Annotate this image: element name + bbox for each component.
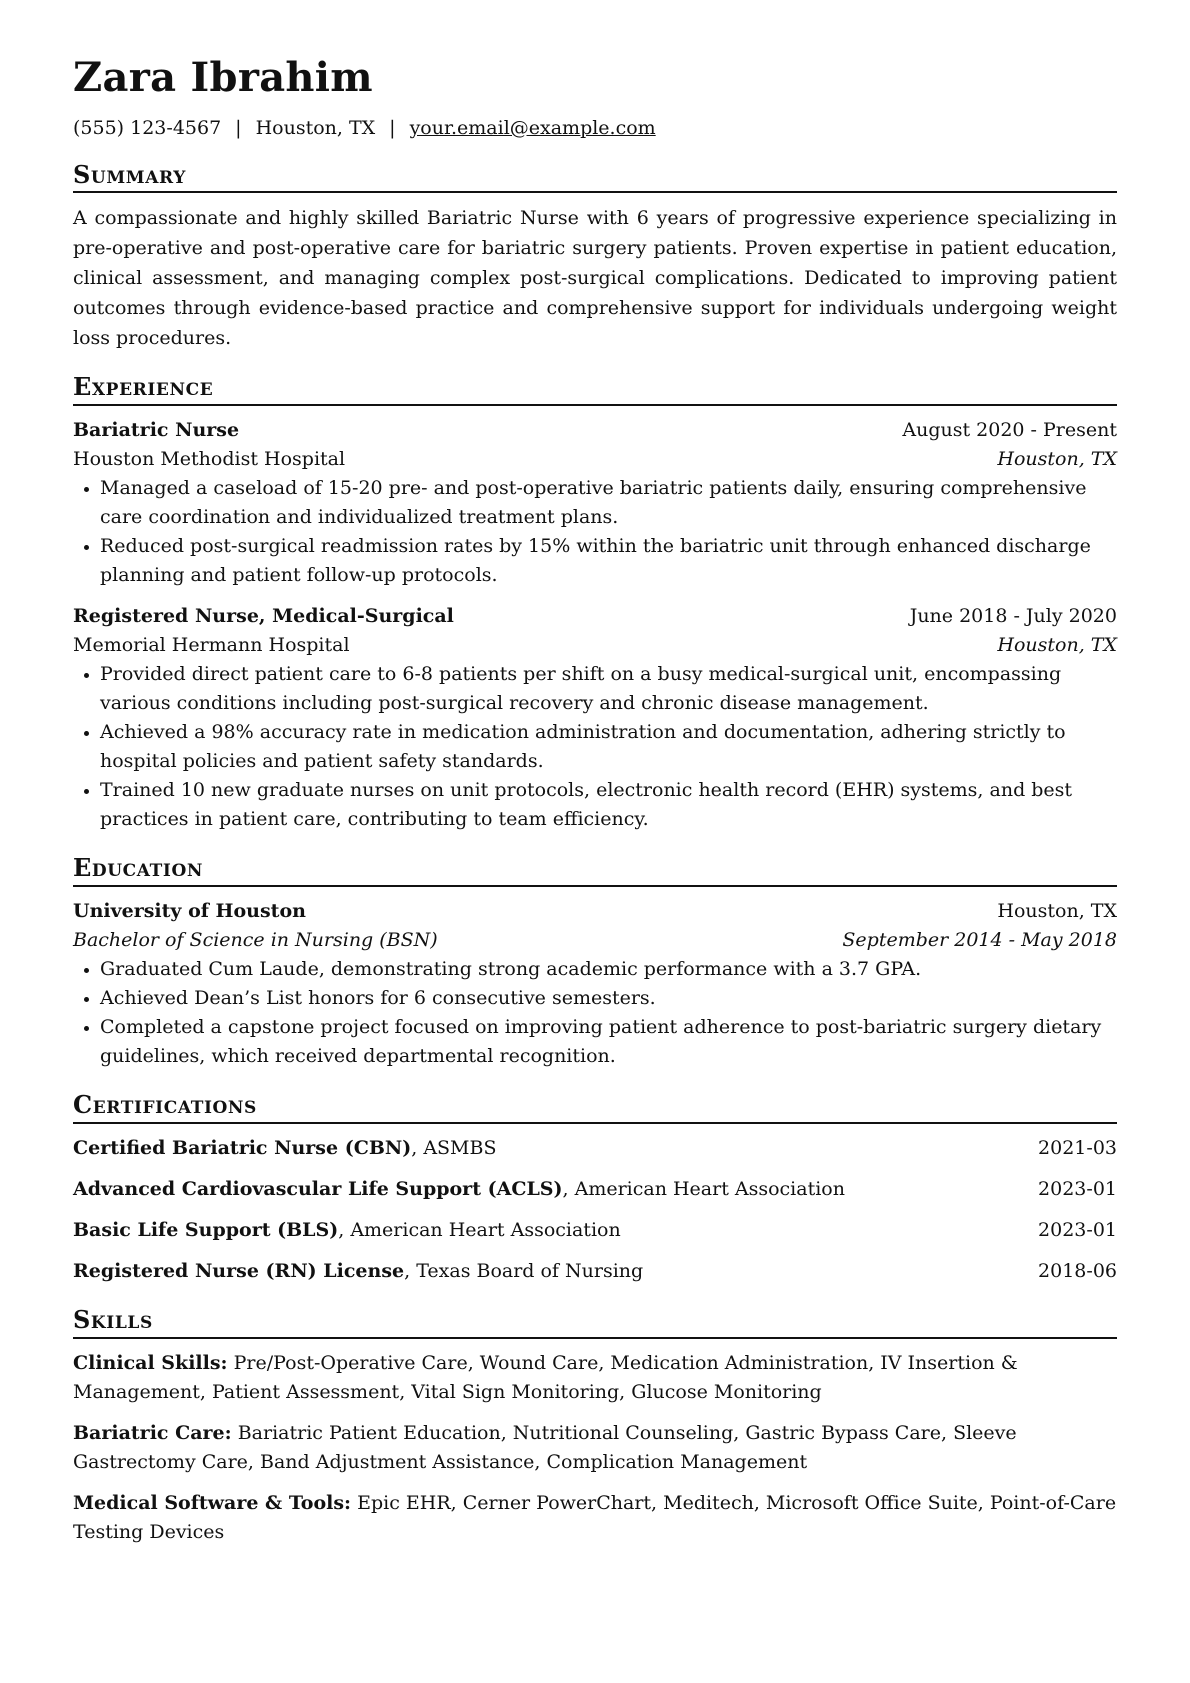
education-bullets (73, 955, 1117, 1071)
skill-label: Bariatric Care: (73, 1421, 232, 1444)
certification-issuer: , American Heart Association (562, 1177, 845, 1200)
certification-name: Registered Nurse (RN) License (73, 1259, 405, 1282)
skill-list: Epic EHR, Cerner PowerChart, Meditech, Microsoft Office Suite, Point-of-Care Testing Devices (73, 1491, 1117, 1543)
degree: Bachelor of Science in Nursing (BSN) (73, 929, 438, 952)
job-entry (73, 602, 1117, 834)
section-title-skills: Skills (73, 1306, 1117, 1339)
certification-row (73, 1257, 1117, 1286)
education-entry (73, 897, 1117, 1071)
job-header (73, 416, 1117, 445)
list-item: • Reduced post-surgical readmission rates by 15% within the bariatric unit through enhanced discharge planning and patient follow-up protocols. (100, 532, 1117, 590)
candidate-name: Zara Ibrahim (73, 54, 373, 101)
separator: | (389, 117, 396, 139)
job-location: Houston, TX (997, 634, 1117, 657)
job-role: Bariatric Nurse (73, 419, 240, 442)
separator: | (235, 117, 242, 139)
job-header (73, 602, 1117, 631)
school-name: University of Houston (73, 900, 306, 923)
job-dates: June 2018 - July 2020 (909, 605, 1117, 628)
certification-issuer: , American Heart Association (338, 1218, 621, 1241)
list-item: • Achieved Dean’s List honors for 6 consecutive semesters. (100, 984, 1117, 1013)
certification-row (73, 1175, 1117, 1204)
email-link[interactable]: your.email@example.com (409, 117, 656, 139)
section-title-education: Education (73, 854, 1117, 887)
phone: (555) 123-4567 (73, 117, 222, 139)
education-dates: September 2014 - May 2018 (842, 929, 1117, 952)
section-title-experience: Experience (73, 373, 1117, 406)
list-item: • Completed a capstone project focused on improving patient adherence to post-bariatric surgery dietary guidelines, which received departmental recognition. (100, 1013, 1117, 1071)
job-subheader (73, 631, 1117, 660)
list-item: • Provided direct patient care to 6-8 patients per shift on a busy medical-surgical unit, encompassing various conditions including post-surgical recovery and chronic disease management. (100, 660, 1117, 718)
summary-text: A compassionate and highly skilled Bariatric Nurse with 6 years of progressive experience specializing in pre-operative and post-operative care for bariatric surgery patients. Proven expertise in patient education, clinical assessment, and managing complex post-surgical complications. Dedicated to improving patient outcomes through evidence-based practice and comprehensive support for individuals undergoing weight loss procedures. (73, 207, 1117, 350)
certification-date: 2018-06 (1038, 1259, 1117, 1282)
skill-group (73, 1349, 1117, 1407)
job-role: Registered Nurse, Medical-Surgical (73, 605, 454, 628)
certification-name: Advanced Cardiovascular Life Support (ACLS) (73, 1177, 563, 1200)
section-title-certifications: Certifications (73, 1091, 1117, 1124)
list-item: • Trained 10 new graduate nurses on unit protocols, electronic health record (EHR) systems, and best practices in patient care, contributing to team efficiency. (100, 776, 1117, 834)
skill-label: Medical Software & Tools: (73, 1491, 352, 1514)
section-title-summary: Summary (73, 161, 1117, 194)
certification-name: Certified Bariatric Nurse (CBN) (73, 1136, 412, 1159)
certification-issuer: , Texas Board of Nursing (404, 1259, 644, 1282)
skill-group (73, 1419, 1117, 1477)
job-entry (73, 416, 1117, 590)
job-bullets (73, 474, 1117, 590)
job-subheader (73, 445, 1117, 474)
list-item: • Managed a caseload of 15-20 pre- and post-operative bariatric patients daily, ensuring comprehensive care coordination and individualized treatment plans. (100, 474, 1117, 532)
list-item: • Achieved a 98% accuracy rate in medication administration and documentation, adhering strictly to hospital policies and patient safety standards. (100, 718, 1117, 776)
education-header (73, 897, 1117, 926)
job-bullets (73, 660, 1117, 834)
certification-date: 2023-01 (1038, 1218, 1117, 1241)
school-location: Houston, TX (997, 900, 1117, 923)
certification-name: Basic Life Support (BLS) (73, 1218, 339, 1241)
certification-row (73, 1216, 1117, 1245)
skill-list: Bariatric Patient Education, Nutritional Counseling, Gastric Bypass Care, Sleeve Gastrectomy Care, Band Adjustment Assistance, Complication Management (73, 1421, 1017, 1473)
certification-issuer: , ASMBS (411, 1136, 497, 1159)
skill-label: Clinical Skills: (73, 1351, 228, 1374)
job-org: Houston Methodist Hospital (73, 448, 346, 471)
list-item: • Graduated Cum Laude, demonstrating strong academic performance with a 3.7 GPA. (100, 955, 1117, 984)
contact-line (73, 116, 1117, 141)
skill-group (73, 1489, 1117, 1547)
skill-list: Pre/Post-Operative Care, Wound Care, Medication Administration, IV Insertion & Management, Patient Assessment, Vital Sign Monitoring, Glucose Monitoring (73, 1351, 1018, 1403)
certification-date: 2023-01 (1038, 1177, 1117, 1200)
certification-row (73, 1134, 1117, 1163)
job-location: Houston, TX (997, 448, 1117, 471)
location: Houston, TX (255, 117, 376, 139)
education-subheader (73, 926, 1117, 955)
certification-date: 2021-03 (1038, 1136, 1117, 1159)
job-dates: August 2020 - Present (902, 419, 1117, 442)
job-org: Memorial Hermann Hospital (73, 634, 350, 657)
